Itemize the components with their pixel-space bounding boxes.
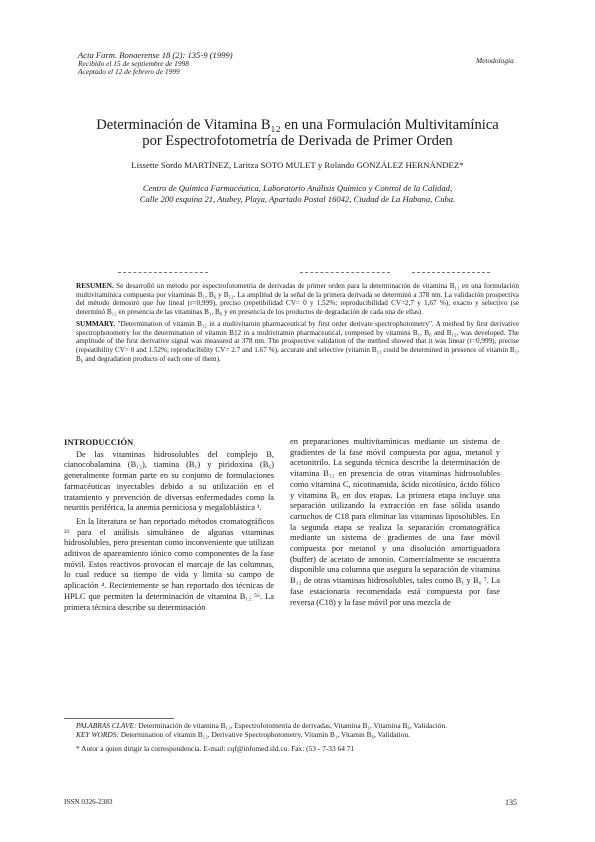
keywords-rule (64, 718, 174, 719)
keywords-es-label: PALABRAS CLAVE: (76, 721, 137, 730)
received-date: Recibido el 15 de septiembre de 1998 (78, 58, 189, 68)
separator-rule (118, 272, 208, 273)
body-column-left (64, 437, 274, 613)
separator-rule (300, 272, 390, 273)
affiliation (80, 183, 515, 205)
issn: ISSN 0326-2383 (64, 798, 113, 806)
resumen (76, 282, 519, 317)
journal-citation: Acta Farm. Bonaerense 18 (2): 135-9 (1999) (78, 50, 233, 60)
abstract (76, 282, 519, 363)
section-label: Metodología (476, 56, 514, 65)
summary (76, 320, 519, 364)
keywords-es-text: Determinación de vitamina B₁₂, Espectrofotometría de derivadas, Vitamina B₁, Vitamina B₆, Validación. (138, 721, 447, 730)
section-heading: INTRODUCCIÓN (64, 437, 134, 447)
accepted-date: Aceptado el 12 de febrero de 1999 (78, 67, 180, 77)
title-line-2: por Espectrofotometría de Derivada de Primer Orden (142, 133, 453, 149)
title-line-1: Determinación de Vitamina B₁₂ en una Formulación Multivitamínica (96, 117, 499, 133)
keywords-en-text: Determination of vitamin B₁₂, Derivative Spectrophotometry, Vitamin B₁, Vitamin B₆, Validation. (120, 730, 410, 739)
corresponding-footnote: * Autor a quien dirigir la correspondencia. E-mail: cqf@infomed.sld.cu. Fax: (53 - 7-33 64 71 (76, 744, 355, 753)
resumen-label: RESUMEN. (76, 282, 114, 290)
paragraph: En la literatura se han reportado métodos cromatográficos ²³ para el análisis simultáneo de algunas vitaminas hidrosolubles, pero presentan como inconveniente que utilizan aditivos de apareamiento iónico como componentes de la fase móvil. Estos reactivos provocan el marcaje de las columnas, lo cual reduce su tiempo de vida y limita su campo de aplicación ⁴. Recientemente se han reportado dos técnicas de HPLC que permiten la determinación de vitamina B₁₂ ⁵⁶. La primera técnica describe su determinación (64, 516, 274, 612)
resumen-text: Se desarrolló un método por espectrofotometría de derivadas de primer orden para la determinación de vitamina B₁₂ en una formulación multivitamínica compuesta por vitaminas B₁, B₆ y B₁₂. La amplitud de la señal de la primera derivada se determinó a 378 nm. La validación prospectiva del método demostró que fue lineal (r=0,999), preciso (repetibilidad CV= 0 y 1,52%; reproducibilidad CV=2,7 y 1,67 %), exacto y selectivo (se determinó B₁₂ en presencia de las vitaminas B₁, B₆ y en presencia de los productos de degradación de cada una de ellas). (76, 282, 519, 317)
page-number: 135 (505, 798, 517, 807)
summary-label: SUMMARY. (76, 319, 116, 328)
keywords (76, 721, 506, 753)
keywords-es (76, 721, 506, 730)
summary-text: "Determination of vitamin B₁₂ in a multivitamin pharmaceutical by first order derivate spectrophotometry". A method by first derivative spectrophotometry for the determination of vitamin B12 in a multivitamin pharmaceutical, composed by vitamins B₁, B₆ and B₁₂, was developed. The amplitude of the first derivative signal was measured at 378 nm. The prospective validation of the method showed that it was linear (r=0,999), precise (repeatibility CV= 0 and 1.52%; reproducibility CV= 2.7 and 1.67 %), accurate and selective (vitamin B₁₂ could be determined in presence of vitamin B₁, B₆ and degradation products of each one of them). (76, 319, 520, 363)
body-column-right (290, 437, 500, 608)
keywords-en (76, 730, 506, 739)
affiliation-line-2: Calle 200 esquina 21, Atabey, Playa, Apartado Postal 16042, Ciudad de La Habana, Cuba. (139, 194, 456, 204)
journal-header (78, 51, 233, 77)
authors: Lissette Sordo MARTÍNEZ, Laritza SOTO MULET y Rolando GONZÁLEZ HERNÁNDEZ* (131, 160, 464, 170)
paragraph: De las vitaminas hidrosolubles del complejo B, cianocobalamina (B₁₂), tiamina (B₁) y piridoxina (B₆) generalmente forman parte en su conjunto de formulaciones farmacéuticas inyectables debido a su utilización en el tratamiento y prevención de diversas enfermedades como la neuritis periférica, la anemia perniciosa y megaloblástica ¹. (64, 449, 274, 513)
paragraph: en preparaciones multivitamínicas mediante un sistema de gradientes de la fase móvil compuesta por agua, metanol y acetonitrilo. La segunda técnica describe la determinación de vitamina B₁₂ en presencia de otras vitaminas hidrosolubles como vitamina C, nicotinamida, ácido nicotínico, ácido fólico y vitamina B₆ en dos etapas. La primera etapa incluye una separación utilizando la extracción en fase sólida usando cartuchos de C18 para eliminar las vitaminas liposolubles. En la segunda etapa se realiza la separación cromatográfica mediante un sistema de gradientes de una fase móvil compuesta por metanol y una disolución amortiguadora (buffer) de acetato de amonio. Comercialmente se encuentra disponible una columna que asegura la separación de vitamina B₁₂ de otras vitaminas hidrosolubles, tales como B₁ y B₆ ⁷. La fase estacionaria recomendada está compuesta por fase reversa (C18) y la fase móvil por una mezcla de (290, 437, 500, 607)
keywords-en-label: KEY WORDS: (76, 730, 119, 739)
separator-rule (412, 272, 490, 273)
affiliation-line-1: Centro de Química Farmacéutica, Laboratorio Análisis Químico y Control de la Calidad, (142, 183, 453, 193)
paper-title (50, 117, 545, 149)
